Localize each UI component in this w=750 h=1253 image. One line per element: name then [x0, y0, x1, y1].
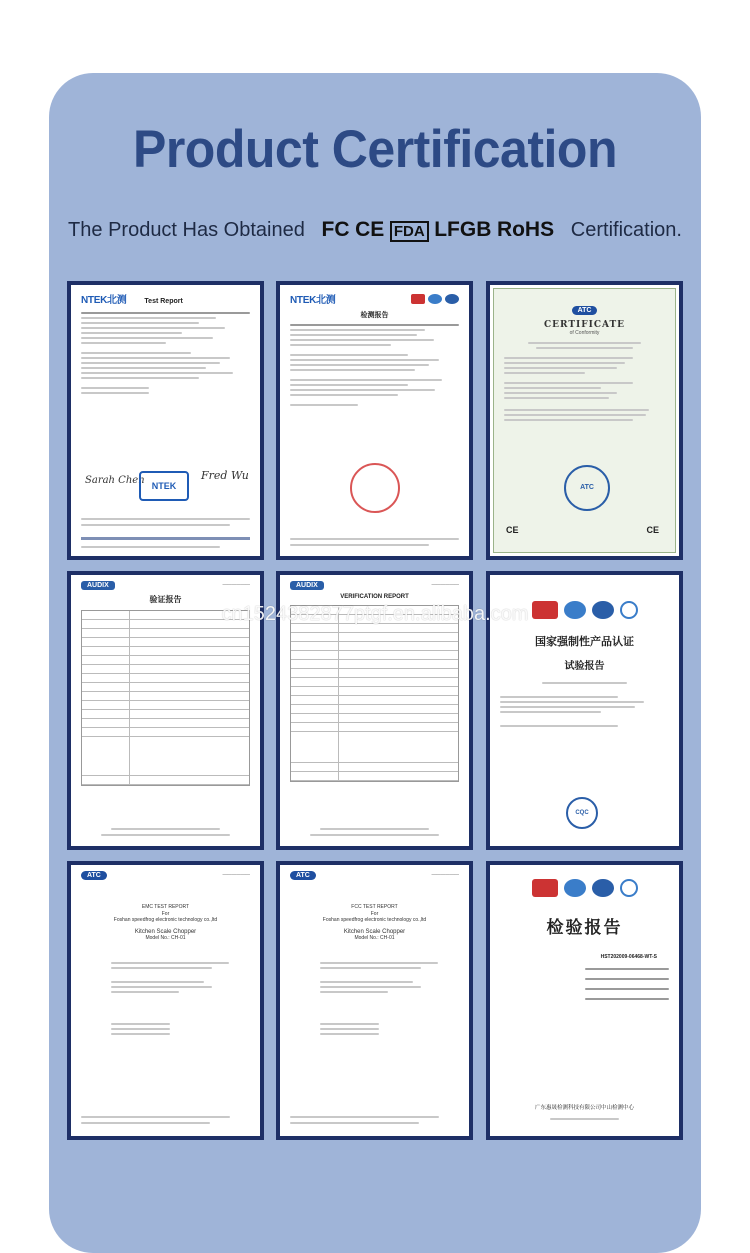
certificate-card-atc-fcc-report[interactable]: ATC —————— FCC TEST REPORT For Foshan speedfrog electronic technology co.,ltd Kitchen Scale Chopper Model No.: CH-01	[276, 861, 473, 1140]
report-title: FCC TEST REPORT	[351, 904, 398, 910]
audix-logo: AUDIX	[290, 581, 324, 590]
atc-round-seal: ATC	[564, 465, 610, 511]
subtitle-prefix: The Product Has Obtained	[68, 219, 305, 241]
certificate-card-audix-english-verification[interactable]: AUDIX —————— VERIFICATION REPORT	[276, 571, 473, 850]
report-product: Kitchen Scale Chopper	[134, 928, 197, 935]
fcc-mark: FC	[321, 218, 350, 241]
ce-mark: CE	[355, 218, 385, 241]
report-title: VERIFICATION REPORT	[340, 594, 409, 600]
issuing-lab: 广东惠晟检测科技有限公司中山检测中心	[534, 1105, 634, 1111]
ce-mark-icon: CE	[646, 525, 659, 535]
atc-logo: ATC	[290, 871, 316, 880]
cqc-seal: CQC	[566, 797, 598, 829]
report-title: EMC TEST REPORT	[141, 904, 190, 910]
atc-logo: ATC	[81, 871, 107, 880]
report-for: For	[161, 910, 170, 917]
red-seal-stamp	[350, 463, 400, 513]
accreditation-logos	[500, 879, 669, 897]
report-number: HST202009-06468-WT-S	[600, 954, 657, 960]
atc-logo: ATC	[572, 306, 598, 315]
ntek-logo: NTEK北测	[81, 295, 127, 306]
certificate-card-hst-inspection-report[interactable]	[486, 861, 683, 1140]
report-product: Kitchen Scale Chopper	[343, 928, 406, 935]
ccc-report-title: 国家强制性产品认证	[535, 635, 634, 648]
certificate-card-ntek-chinese-report[interactable]	[276, 281, 473, 560]
report-company: Foshan speedfrog electronic technology co.,ltd	[322, 917, 427, 923]
report-title: 检测报告	[360, 312, 389, 319]
report-model: Model No.: CH-01	[145, 935, 186, 941]
page-title: Product Certification	[133, 119, 617, 179]
signature-right: Fred Wu	[201, 469, 249, 482]
accreditation-logos	[500, 601, 669, 619]
certificate-card-atc-emc-report[interactable]: ATC —————— EMC TEST REPORT For Foshan speedfrog electronic technology co.,ltd Kitchen Scale Chopper Model No.: CH-01	[67, 861, 264, 1140]
ntek-stamp: NTEK	[139, 471, 189, 501]
lfgb-mark: LFGB	[434, 218, 492, 241]
accreditation-marks	[411, 294, 459, 304]
audix-logo: AUDIX	[81, 581, 115, 590]
certificate-subtitle: of Conformity	[569, 330, 600, 336]
report-for: For	[370, 910, 379, 917]
subtitle-suffix: Certification.	[570, 219, 682, 241]
signature-left: Sarah Chen	[85, 475, 145, 486]
certificate-card-ccc-test-report[interactable]	[486, 571, 683, 850]
certificate-card-atc-ce-certificate[interactable]	[486, 281, 683, 560]
certificate-card-ntek-test-report[interactable]	[67, 281, 264, 560]
inspection-report-title: 检验报告	[546, 918, 623, 938]
certificate-title: CERTIFICATE	[543, 320, 626, 330]
certification-subtitle	[0, 218, 750, 242]
report-model: Model No.: CH-01	[354, 935, 395, 941]
report-title: 验证报告	[149, 595, 182, 604]
fda-mark: FDA	[390, 221, 429, 242]
ccc-report-subtitle: 试验报告	[564, 661, 605, 672]
ce-mark-icon: CE	[506, 525, 519, 535]
ntek-logo: NTEK北测	[290, 295, 336, 306]
store-watermark: cn1524382877ptgf.en.alibaba.com	[221, 603, 529, 625]
report-company: Foshan speedfrog electronic technology co.,ltd	[113, 917, 218, 923]
certificate-card-audix-chinese-verification[interactable]: AUDIX —————— 验证报告	[67, 571, 264, 850]
report-title: Test Report	[144, 298, 183, 305]
rohs-mark: RoHS	[496, 218, 555, 241]
